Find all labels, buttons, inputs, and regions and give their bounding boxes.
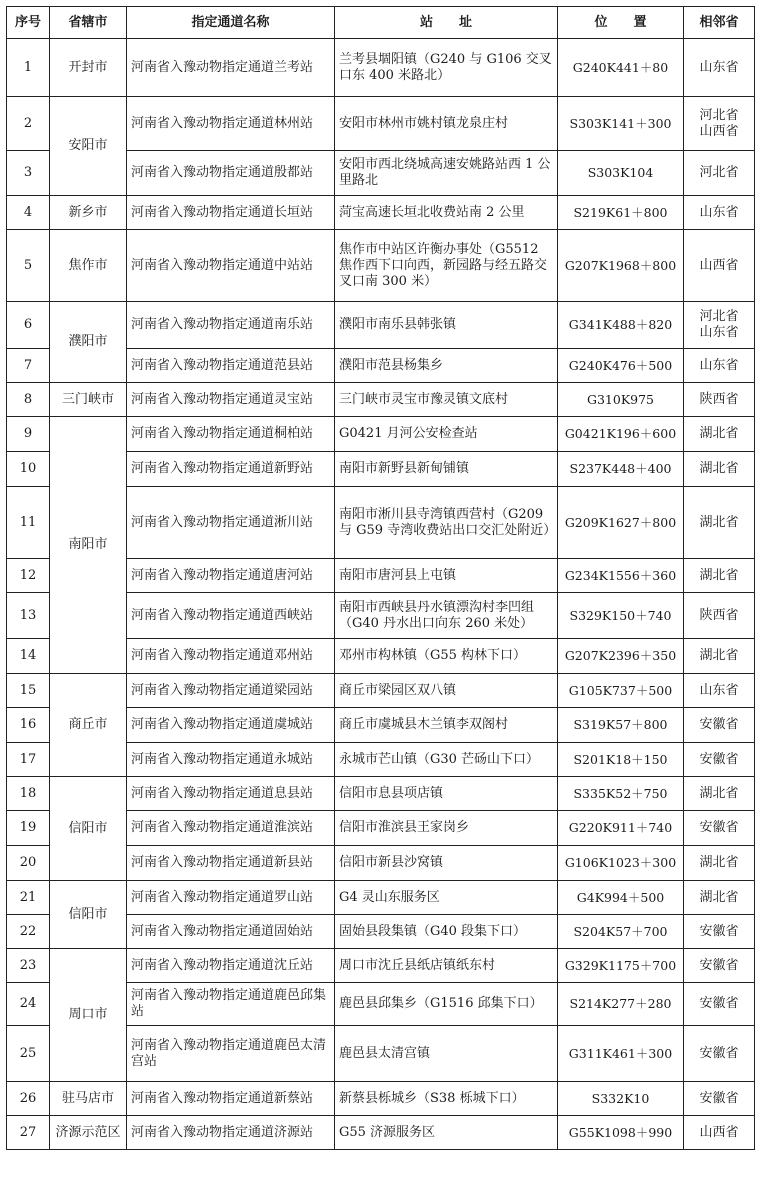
station-address: 南阳市唐河县上屯镇	[335, 559, 558, 593]
adjacent-province-name: 安徽省	[699, 717, 739, 732]
station-address: 兰考县堌阳镇（G240 与 G106 交叉口东 400 米路北）	[335, 39, 558, 97]
channel-table	[6, 6, 755, 1150]
adjacent-province-name: 湖北省	[699, 648, 739, 663]
city-name: 南阳市	[50, 417, 127, 674]
station-address: G55 济源服务区	[335, 1116, 558, 1150]
table-row	[7, 674, 755, 708]
station-position: G207K1968＋800	[558, 230, 684, 302]
table-row	[7, 230, 755, 302]
adjacent-province	[684, 1082, 755, 1116]
station-address: G4 灵山东服务区	[335, 881, 558, 915]
row-number: 5	[7, 230, 50, 302]
adjacent-province-name: 安徽省	[699, 1045, 739, 1061]
station-address: 鹿邑县邱集乡（G1516 邱集下口）	[335, 983, 558, 1026]
channel-name: 河南省入豫动物指定通道灵宝站	[127, 383, 335, 417]
table-row	[7, 1116, 755, 1150]
station-position: G106K1023＋300	[558, 846, 684, 881]
adjacent-province	[684, 487, 755, 559]
station-address: 安阳市林州市姚村镇龙泉庄村	[335, 97, 558, 151]
station-address: 焦作市中站区许衡办事处（G5512 焦作西下口向西，新园路与经五路交叉口南 300 米）	[335, 230, 558, 302]
city-name: 开封市	[50, 39, 127, 97]
adjacent-province	[684, 151, 755, 196]
adjacent-province-name: 河北省	[699, 165, 739, 180]
station-address: 永城市芒山镇（G30 芒砀山下口）	[335, 743, 558, 777]
adjacent-province	[684, 983, 755, 1026]
station-address: 三门峡市灵宝市豫灵镇文底村	[335, 383, 558, 417]
station-position: S201K18＋150	[558, 743, 684, 777]
adjacent-province	[684, 302, 755, 349]
adjacent-province	[684, 639, 755, 674]
header-no: 序号	[7, 7, 50, 39]
row-number: 22	[7, 915, 50, 949]
station-position: G0421K196＋600	[558, 417, 684, 452]
channel-name: 河南省入豫动物指定通道息县站	[127, 777, 335, 811]
row-number: 11	[7, 487, 50, 559]
adjacent-province-name: 山东省	[699, 682, 739, 698]
adjacent-province-name: 河北省	[699, 309, 739, 324]
adjacent-province-name: 山东省	[699, 357, 739, 373]
station-position: G209K1627＋800	[558, 487, 684, 559]
station-position: G105K737＋500	[558, 674, 684, 708]
station-address: 固始县段集镇（G40 段集下口）	[335, 915, 558, 949]
channel-name: 河南省入豫动物指定通道沈丘站	[127, 949, 335, 983]
header-address: 站 址	[335, 7, 558, 39]
adjacent-province	[684, 349, 755, 383]
station-address: 濮阳市范县杨集乡	[335, 349, 558, 383]
adjacent-province-name: 陕西省	[699, 391, 739, 407]
station-position: G55K1098＋990	[558, 1116, 684, 1150]
channel-name: 河南省入豫动物指定通道范县站	[127, 349, 335, 383]
adjacent-province	[684, 915, 755, 949]
station-address: 鹿邑县太清宫镇	[335, 1026, 558, 1082]
adjacent-province-name: 山西省	[699, 1124, 739, 1140]
row-number: 6	[7, 302, 50, 349]
adjacent-province	[684, 452, 755, 487]
city-name: 驻马店市	[50, 1082, 127, 1116]
station-position: S204K57＋700	[558, 915, 684, 949]
station-address: 南阳市新野县新甸铺镇	[335, 452, 558, 487]
row-number: 2	[7, 97, 50, 151]
channel-name: 河南省入豫动物指定通道殷都站	[127, 151, 335, 196]
row-number: 9	[7, 417, 50, 452]
adjacent-province-name: 山西省	[699, 257, 739, 273]
city-name: 安阳市	[50, 97, 127, 196]
city-name: 焦作市	[50, 230, 127, 302]
adjacent-province	[684, 846, 755, 881]
channel-name: 河南省入豫动物指定通道邓州站	[127, 639, 335, 674]
station-address: 邓州市构林镇（G55 构林下口）	[335, 639, 558, 674]
table-row	[7, 196, 755, 230]
adjacent-province-name: 山东省	[699, 59, 739, 75]
row-number: 10	[7, 452, 50, 487]
row-number: 25	[7, 1026, 50, 1082]
station-position: S303K141＋300	[558, 97, 684, 151]
table-row	[7, 97, 755, 151]
adjacent-province	[684, 881, 755, 915]
city-name: 信阳市	[50, 881, 127, 949]
adjacent-province-name: 山东省	[699, 325, 739, 340]
station-position: G310K975	[558, 383, 684, 417]
row-number: 16	[7, 708, 50, 743]
channel-name: 河南省入豫动物指定通道兰考站	[127, 39, 335, 97]
adjacent-province	[684, 949, 755, 983]
station-position: S303K104	[558, 151, 684, 196]
adjacent-province	[684, 230, 755, 302]
table-row	[7, 949, 755, 983]
city-name: 商丘市	[50, 674, 127, 777]
adjacent-province	[684, 777, 755, 811]
station-position: G329K1175＋700	[558, 949, 684, 983]
station-position: S335K52＋750	[558, 777, 684, 811]
adjacent-province-name: 山西省	[699, 123, 739, 139]
adjacent-province-name: 湖北省	[699, 426, 739, 441]
table-row	[7, 881, 755, 915]
row-number: 26	[7, 1082, 50, 1116]
channel-name: 河南省入豫动物指定通道永城站	[127, 743, 335, 777]
adjacent-province	[684, 97, 755, 151]
row-number: 4	[7, 196, 50, 230]
row-number: 13	[7, 593, 50, 639]
station-position: G341K488＋820	[558, 302, 684, 349]
channel-name: 河南省入豫动物指定通道南乐站	[127, 302, 335, 349]
station-position: G240K441＋80	[558, 39, 684, 97]
channel-name: 河南省入豫动物指定通道新县站	[127, 846, 335, 881]
adjacent-province-name: 陕西省	[699, 607, 739, 623]
channel-name: 河南省入豫动物指定通道新蔡站	[127, 1082, 335, 1116]
channel-name: 河南省入豫动物指定通道唐河站	[127, 559, 335, 593]
station-position: S219K61＋800	[558, 196, 684, 230]
city-name: 三门峡市	[50, 383, 127, 417]
city-name: 新乡市	[50, 196, 127, 230]
header-position: 位 置	[558, 7, 684, 39]
station-address: 新蔡县栎城乡（S38 栎城下口）	[335, 1082, 558, 1116]
table-row	[7, 302, 755, 349]
table-body	[7, 39, 755, 1150]
header-row	[7, 7, 755, 39]
channel-name: 河南省入豫动物指定通道长垣站	[127, 196, 335, 230]
adjacent-province	[684, 1026, 755, 1082]
adjacent-province-name: 湖北省	[699, 514, 739, 530]
table-row	[7, 39, 755, 97]
station-address: 信阳市淮滨县王家岗乡	[335, 811, 558, 846]
adjacent-province-name: 山东省	[699, 204, 739, 220]
channel-name: 河南省入豫动物指定通道梁园站	[127, 674, 335, 708]
adjacent-province-name: 湖北省	[699, 567, 739, 583]
adjacent-province	[684, 708, 755, 743]
channel-name: 河南省入豫动物指定通道虞城站	[127, 708, 335, 743]
channel-name: 河南省入豫动物指定通道固始站	[127, 915, 335, 949]
channel-name: 河南省入豫动物指定通道新野站	[127, 452, 335, 487]
channel-name: 河南省入豫动物指定通道林州站	[127, 97, 335, 151]
channel-name: 河南省入豫动物指定通道中站站	[127, 230, 335, 302]
adjacent-province-name: 河北省	[699, 107, 739, 123]
row-number: 24	[7, 983, 50, 1026]
station-address: 商丘市梁园区双八镇	[335, 674, 558, 708]
row-number: 18	[7, 777, 50, 811]
row-number: 27	[7, 1116, 50, 1150]
adjacent-province-name: 安徽省	[699, 957, 739, 973]
station-address: 周口市沈丘县纸店镇纸东村	[335, 949, 558, 983]
adjacent-province-name: 安徽省	[699, 751, 739, 767]
station-position: S329K150＋740	[558, 593, 684, 639]
table-row	[7, 383, 755, 417]
station-position: S319K57＋800	[558, 708, 684, 743]
header-channel-name: 指定通道名称	[127, 7, 335, 39]
adjacent-province	[684, 674, 755, 708]
channel-name: 河南省入豫动物指定通道鹿邑邱集站	[127, 983, 335, 1026]
header-city: 省辖市	[50, 7, 127, 39]
station-address: 商丘市虞城县木兰镇李双阁村	[335, 708, 558, 743]
station-address: 濮阳市南乐县韩张镇	[335, 302, 558, 349]
adjacent-province	[684, 1116, 755, 1150]
header-adjacent-province: 相邻省	[684, 7, 755, 39]
adjacent-province	[684, 417, 755, 452]
station-position: S214K277＋280	[558, 983, 684, 1026]
table-row	[7, 417, 755, 452]
adjacent-province	[684, 559, 755, 593]
row-number: 19	[7, 811, 50, 846]
adjacent-province	[684, 811, 755, 846]
station-position: G240K476＋500	[558, 349, 684, 383]
station-address: 信阳市息县项店镇	[335, 777, 558, 811]
channel-name: 河南省入豫动物指定通道桐柏站	[127, 417, 335, 452]
station-position: S237K448＋400	[558, 452, 684, 487]
station-position: G311K461＋300	[558, 1026, 684, 1082]
adjacent-province-name: 安徽省	[699, 820, 739, 835]
row-number: 15	[7, 674, 50, 708]
city-name: 信阳市	[50, 777, 127, 881]
station-address: 菏宝高速长垣北收费站南 2 公里	[335, 196, 558, 230]
row-number: 17	[7, 743, 50, 777]
channel-name: 河南省入豫动物指定通道罗山站	[127, 881, 335, 915]
station-address: 安阳市西北绕城高速安姚路站西 1 公里路北	[335, 151, 558, 196]
city-name: 济源示范区	[50, 1116, 127, 1150]
row-number: 20	[7, 846, 50, 881]
table-row	[7, 1082, 755, 1116]
table-row	[7, 777, 755, 811]
station-position: G234K1556＋360	[558, 559, 684, 593]
city-name: 濮阳市	[50, 302, 127, 383]
channel-name: 河南省入豫动物指定通道西峡站	[127, 593, 335, 639]
adjacent-province-name: 安徽省	[699, 996, 739, 1011]
row-number: 23	[7, 949, 50, 983]
channel-name: 河南省入豫动物指定通道淮滨站	[127, 811, 335, 846]
row-number: 8	[7, 383, 50, 417]
adjacent-province-name: 湖北省	[699, 855, 739, 870]
city-name: 周口市	[50, 949, 127, 1082]
station-address: 南阳市西峡县丹水镇漂沟村李凹组（G40 丹水出口向东 260 米处）	[335, 593, 558, 639]
channel-name: 河南省入豫动物指定通道淅川站	[127, 487, 335, 559]
channel-name: 河南省入豫动物指定通道济源站	[127, 1116, 335, 1150]
row-number: 3	[7, 151, 50, 196]
adjacent-province-name: 湖北省	[699, 461, 739, 476]
row-number: 14	[7, 639, 50, 674]
row-number: 12	[7, 559, 50, 593]
station-position: G207K2396＋350	[558, 639, 684, 674]
adjacent-province-name: 安徽省	[699, 923, 739, 939]
row-number: 21	[7, 881, 50, 915]
station-position: S332K10	[558, 1082, 684, 1116]
adjacent-province	[684, 39, 755, 97]
adjacent-province	[684, 196, 755, 230]
station-position: G220K911＋740	[558, 811, 684, 846]
adjacent-province-name: 湖北省	[699, 889, 739, 905]
station-address: 信阳市新县沙窝镇	[335, 846, 558, 881]
channel-name: 河南省入豫动物指定通道鹿邑太清宫站	[127, 1026, 335, 1082]
adjacent-province	[684, 383, 755, 417]
adjacent-province-name: 湖北省	[699, 785, 739, 801]
adjacent-province-name: 安徽省	[699, 1090, 739, 1106]
station-address: 南阳市淅川县寺湾镇西营村（G209 与 G59 寺湾收费站出口交汇处附近）	[335, 487, 558, 559]
row-number: 7	[7, 349, 50, 383]
adjacent-province	[684, 593, 755, 639]
station-address: G0421 月河公安检查站	[335, 417, 558, 452]
adjacent-province	[684, 743, 755, 777]
station-position: G4K994＋500	[558, 881, 684, 915]
row-number: 1	[7, 39, 50, 97]
